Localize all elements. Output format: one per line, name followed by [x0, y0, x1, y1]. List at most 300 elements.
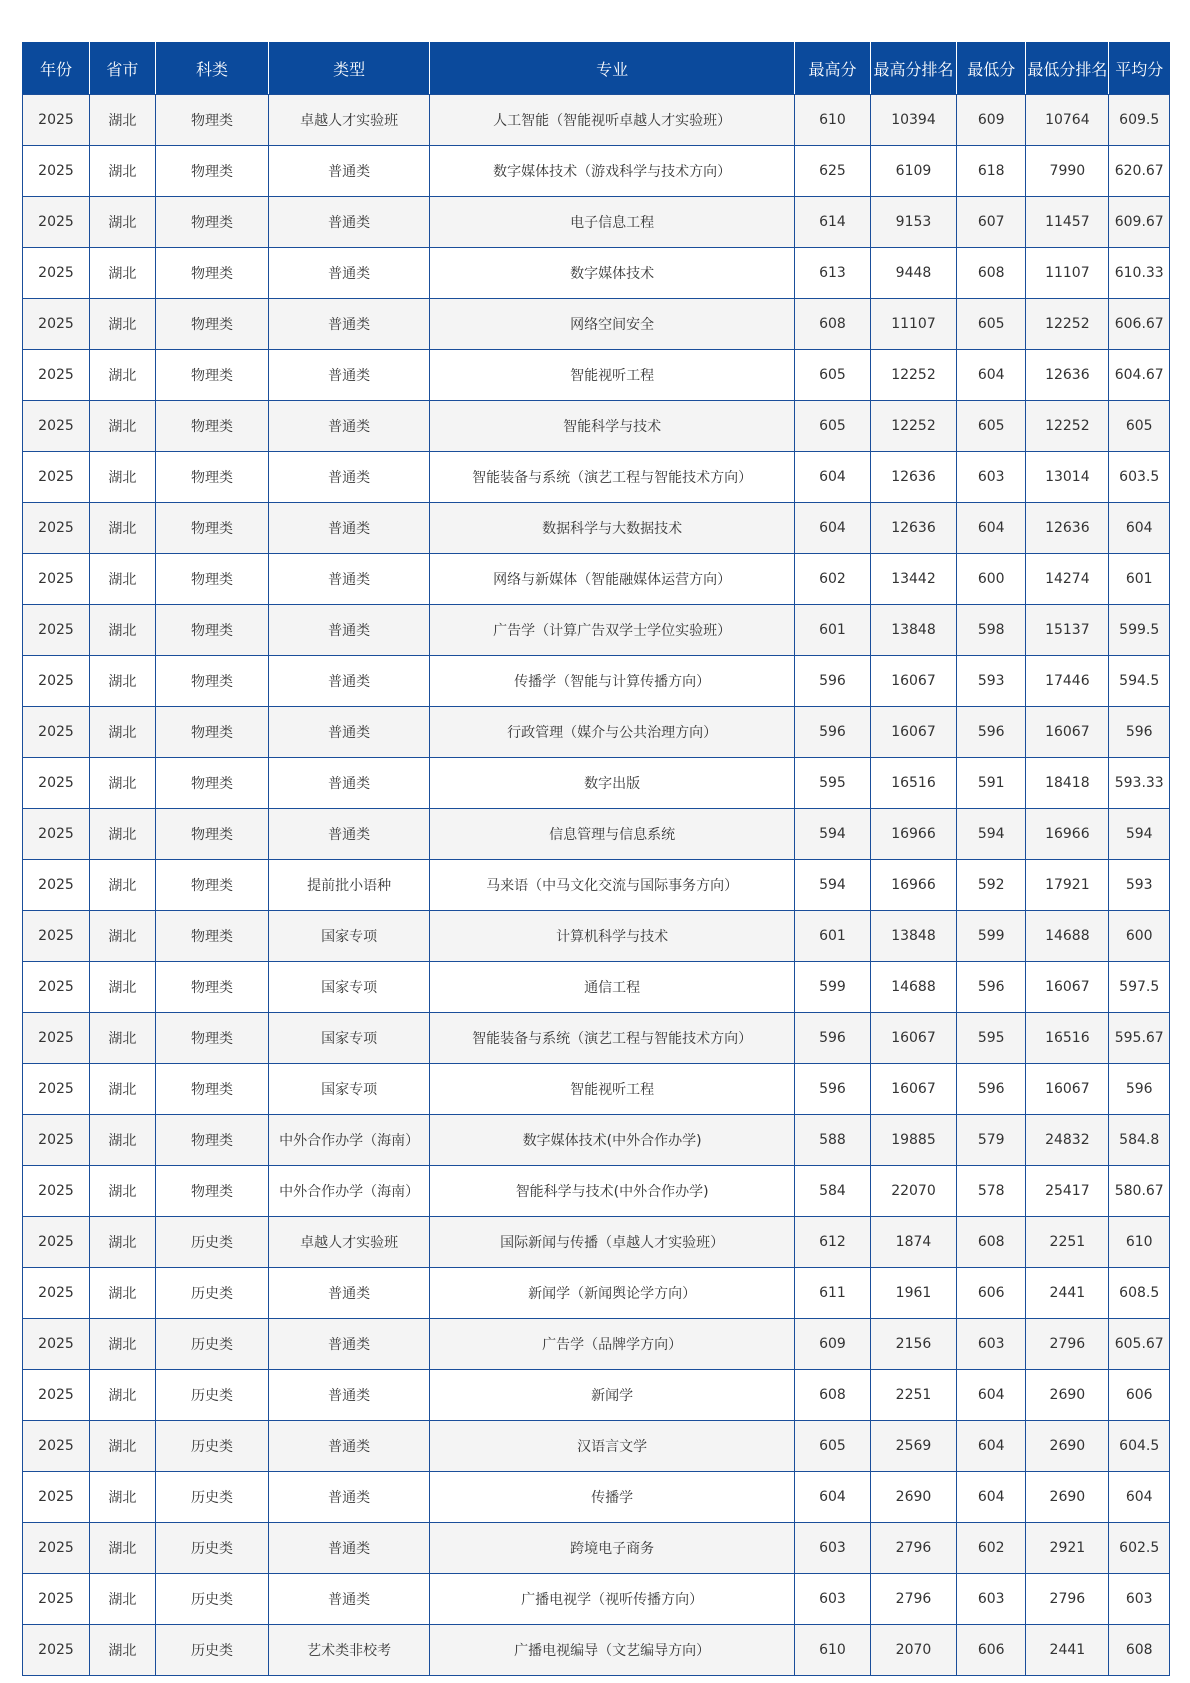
average-score-cell: 604	[1109, 503, 1170, 554]
province-cell: 湖北	[89, 146, 155, 197]
subject-category-cell: 物理类	[155, 758, 268, 809]
max-score-cell: 608	[795, 1370, 871, 1421]
year-cell: 2025	[23, 401, 90, 452]
year-cell: 2025	[23, 860, 90, 911]
major-cell: 智能装备与系统（演艺工程与智能技术方向）	[430, 1013, 795, 1064]
min-score-cell: 618	[957, 146, 1026, 197]
average-score-cell: 610.33	[1109, 248, 1170, 299]
major-cell: 传播学	[430, 1472, 795, 1523]
max-score-rank-cell: 1874	[870, 1217, 956, 1268]
major-cell: 行政管理（媒介与公共治理方向）	[430, 707, 795, 758]
table-row	[23, 1268, 1170, 1319]
year-cell: 2025	[23, 503, 90, 554]
min-score-rank-cell: 14688	[1026, 911, 1109, 962]
year-cell: 2025	[23, 554, 90, 605]
max-score-rank-cell: 9153	[870, 197, 956, 248]
admission-type-cell: 普通类	[269, 1370, 430, 1421]
max-score-rank-cell: 12252	[870, 350, 956, 401]
admission-type-cell: 中外合作办学（海南）	[269, 1115, 430, 1166]
subject-category-cell: 物理类	[155, 95, 268, 146]
max-score-cell: 594	[795, 860, 871, 911]
header-subject-category: 科类	[155, 43, 268, 95]
year-cell: 2025	[23, 707, 90, 758]
min-score-rank-cell: 16067	[1026, 707, 1109, 758]
major-cell: 新闻学	[430, 1370, 795, 1421]
min-score-cell: 593	[957, 656, 1026, 707]
admission-type-cell: 国家专项	[269, 1013, 430, 1064]
max-score-cell: 604	[795, 1472, 871, 1523]
year-cell: 2025	[23, 1166, 90, 1217]
average-score-cell: 610	[1109, 1217, 1170, 1268]
admission-scores-table	[22, 42, 1170, 1676]
province-cell: 湖北	[89, 605, 155, 656]
min-score-cell: 604	[957, 350, 1026, 401]
table-row	[23, 1523, 1170, 1574]
min-score-rank-cell: 2690	[1026, 1370, 1109, 1421]
subject-category-cell: 物理类	[155, 1115, 268, 1166]
admission-type-cell: 普通类	[269, 350, 430, 401]
year-cell: 2025	[23, 1319, 90, 1370]
subject-category-cell: 物理类	[155, 503, 268, 554]
header-year: 年份	[23, 43, 90, 95]
max-score-rank-cell: 13442	[870, 554, 956, 605]
year-cell: 2025	[23, 1013, 90, 1064]
max-score-cell: 594	[795, 809, 871, 860]
min-score-rank-cell: 11457	[1026, 197, 1109, 248]
table-row	[23, 1319, 1170, 1370]
subject-category-cell: 物理类	[155, 656, 268, 707]
province-cell: 湖北	[89, 350, 155, 401]
admission-type-cell: 普通类	[269, 1523, 430, 1574]
max-score-cell: 595	[795, 758, 871, 809]
province-cell: 湖北	[89, 860, 155, 911]
min-score-cell: 602	[957, 1523, 1026, 1574]
table-row	[23, 1370, 1170, 1421]
major-cell: 智能视听工程	[430, 350, 795, 401]
max-score-cell: 599	[795, 962, 871, 1013]
average-score-cell: 595.67	[1109, 1013, 1170, 1064]
subject-category-cell: 物理类	[155, 911, 268, 962]
table-header	[23, 43, 1170, 95]
min-score-rank-cell: 2796	[1026, 1574, 1109, 1625]
admission-type-cell: 提前批小语种	[269, 860, 430, 911]
year-cell: 2025	[23, 95, 90, 146]
table-row	[23, 1217, 1170, 1268]
major-cell: 通信工程	[430, 962, 795, 1013]
average-score-cell: 608	[1109, 1625, 1170, 1676]
subject-category-cell: 物理类	[155, 860, 268, 911]
min-score-rank-cell: 16067	[1026, 962, 1109, 1013]
major-cell: 数据科学与大数据技术	[430, 503, 795, 554]
table-row	[23, 962, 1170, 1013]
max-score-rank-cell: 2070	[870, 1625, 956, 1676]
average-score-cell: 608.5	[1109, 1268, 1170, 1319]
min-score-cell: 604	[957, 1421, 1026, 1472]
subject-category-cell: 物理类	[155, 197, 268, 248]
year-cell: 2025	[23, 350, 90, 401]
min-score-cell: 605	[957, 299, 1026, 350]
year-cell: 2025	[23, 911, 90, 962]
year-cell: 2025	[23, 758, 90, 809]
admission-type-cell: 国家专项	[269, 1064, 430, 1115]
max-score-cell: 604	[795, 452, 871, 503]
major-cell: 数字媒体技术	[430, 248, 795, 299]
table-row	[23, 299, 1170, 350]
min-score-rank-cell: 17446	[1026, 656, 1109, 707]
province-cell: 湖北	[89, 1574, 155, 1625]
min-score-cell: 606	[957, 1625, 1026, 1676]
table-row	[23, 1472, 1170, 1523]
major-cell: 汉语言文学	[430, 1421, 795, 1472]
province-cell: 湖北	[89, 1472, 155, 1523]
admission-type-cell: 普通类	[269, 809, 430, 860]
min-score-rank-cell: 14274	[1026, 554, 1109, 605]
min-score-rank-cell: 15137	[1026, 605, 1109, 656]
admission-type-cell: 普通类	[269, 146, 430, 197]
max-score-cell: 609	[795, 1319, 871, 1370]
year-cell: 2025	[23, 1574, 90, 1625]
major-cell: 广播电视编导（文艺编导方向）	[430, 1625, 795, 1676]
max-score-cell: 604	[795, 503, 871, 554]
major-cell: 智能视听工程	[430, 1064, 795, 1115]
table-row	[23, 401, 1170, 452]
max-score-cell: 613	[795, 248, 871, 299]
table-row	[23, 1421, 1170, 1472]
max-score-cell: 605	[795, 1421, 871, 1472]
table-row	[23, 605, 1170, 656]
subject-category-cell: 历史类	[155, 1370, 268, 1421]
average-score-cell: 602.5	[1109, 1523, 1170, 1574]
table-row	[23, 707, 1170, 758]
max-score-cell: 605	[795, 401, 871, 452]
major-cell: 新闻学（新闻舆论学方向）	[430, 1268, 795, 1319]
province-cell: 湖北	[89, 1166, 155, 1217]
year-cell: 2025	[23, 452, 90, 503]
province-cell: 湖北	[89, 1421, 155, 1472]
max-score-rank-cell: 12636	[870, 452, 956, 503]
year-cell: 2025	[23, 1268, 90, 1319]
table-row	[23, 860, 1170, 911]
max-score-cell: 588	[795, 1115, 871, 1166]
subject-category-cell: 历史类	[155, 1217, 268, 1268]
major-cell: 广播电视学（视听传播方向）	[430, 1574, 795, 1625]
max-score-rank-cell: 13848	[870, 605, 956, 656]
min-score-rank-cell: 12636	[1026, 503, 1109, 554]
major-cell: 网络与新媒体（智能融媒体运营方向）	[430, 554, 795, 605]
province-cell: 湖北	[89, 95, 155, 146]
major-cell: 智能装备与系统（演艺工程与智能技术方向）	[430, 452, 795, 503]
subject-category-cell: 物理类	[155, 146, 268, 197]
subject-category-cell: 物理类	[155, 605, 268, 656]
major-cell: 信息管理与信息系统	[430, 809, 795, 860]
min-score-cell: 608	[957, 1217, 1026, 1268]
max-score-rank-cell: 2796	[870, 1574, 956, 1625]
province-cell: 湖北	[89, 1268, 155, 1319]
max-score-cell: 596	[795, 707, 871, 758]
average-score-cell: 609.5	[1109, 95, 1170, 146]
min-score-rank-cell: 2690	[1026, 1421, 1109, 1472]
admission-type-cell: 国家专项	[269, 962, 430, 1013]
min-score-rank-cell: 12636	[1026, 350, 1109, 401]
table-row	[23, 1115, 1170, 1166]
average-score-cell: 606	[1109, 1370, 1170, 1421]
province-cell: 湖北	[89, 1370, 155, 1421]
max-score-cell: 610	[795, 95, 871, 146]
year-cell: 2025	[23, 605, 90, 656]
province-cell: 湖北	[89, 809, 155, 860]
province-cell: 湖北	[89, 1013, 155, 1064]
year-cell: 2025	[23, 809, 90, 860]
max-score-cell: 601	[795, 911, 871, 962]
subject-category-cell: 物理类	[155, 1166, 268, 1217]
table-row	[23, 1574, 1170, 1625]
admission-type-cell: 普通类	[269, 197, 430, 248]
min-score-rank-cell: 16966	[1026, 809, 1109, 860]
subject-category-cell: 历史类	[155, 1625, 268, 1676]
admission-type-cell: 普通类	[269, 1472, 430, 1523]
max-score-cell: 625	[795, 146, 871, 197]
year-cell: 2025	[23, 1064, 90, 1115]
province-cell: 湖北	[89, 758, 155, 809]
max-score-rank-cell: 19885	[870, 1115, 956, 1166]
major-cell: 电子信息工程	[430, 197, 795, 248]
average-score-cell: 604.67	[1109, 350, 1170, 401]
table-row	[23, 452, 1170, 503]
year-cell: 2025	[23, 1217, 90, 1268]
max-score-cell: 610	[795, 1625, 871, 1676]
header-major: 专业	[430, 43, 795, 95]
major-cell: 网络空间安全	[430, 299, 795, 350]
average-score-cell: 603	[1109, 1574, 1170, 1625]
max-score-rank-cell: 22070	[870, 1166, 956, 1217]
year-cell: 2025	[23, 197, 90, 248]
major-cell: 数字媒体技术(中外合作办学)	[430, 1115, 795, 1166]
admission-type-cell: 国家专项	[269, 911, 430, 962]
table-row	[23, 1013, 1170, 1064]
subject-category-cell: 物理类	[155, 1013, 268, 1064]
min-score-cell: 578	[957, 1166, 1026, 1217]
table-row	[23, 1064, 1170, 1115]
major-cell: 跨境电子商务	[430, 1523, 795, 1574]
min-score-rank-cell: 7990	[1026, 146, 1109, 197]
year-cell: 2025	[23, 248, 90, 299]
min-score-cell: 603	[957, 452, 1026, 503]
average-score-cell: 601	[1109, 554, 1170, 605]
table-row	[23, 95, 1170, 146]
max-score-cell: 601	[795, 605, 871, 656]
max-score-rank-cell: 2796	[870, 1523, 956, 1574]
min-score-cell: 604	[957, 1370, 1026, 1421]
min-score-cell: 592	[957, 860, 1026, 911]
min-score-rank-cell: 2921	[1026, 1523, 1109, 1574]
max-score-rank-cell: 16067	[870, 656, 956, 707]
table-row	[23, 197, 1170, 248]
year-cell: 2025	[23, 656, 90, 707]
admission-type-cell: 普通类	[269, 503, 430, 554]
min-score-rank-cell: 2251	[1026, 1217, 1109, 1268]
min-score-cell: 596	[957, 1064, 1026, 1115]
year-cell: 2025	[23, 299, 90, 350]
year-cell: 2025	[23, 1370, 90, 1421]
max-score-cell: 584	[795, 1166, 871, 1217]
average-score-cell: 596	[1109, 1064, 1170, 1115]
province-cell: 湖北	[89, 503, 155, 554]
subject-category-cell: 物理类	[155, 962, 268, 1013]
subject-category-cell: 历史类	[155, 1421, 268, 1472]
max-score-cell: 608	[795, 299, 871, 350]
min-score-cell: 603	[957, 1574, 1026, 1625]
subject-category-cell: 物理类	[155, 401, 268, 452]
subject-category-cell: 历史类	[155, 1574, 268, 1625]
header-row	[23, 43, 1170, 95]
max-score-rank-cell: 16067	[870, 707, 956, 758]
subject-category-cell: 物理类	[155, 248, 268, 299]
major-cell: 智能科学与技术	[430, 401, 795, 452]
max-score-cell: 605	[795, 350, 871, 401]
subject-category-cell: 物理类	[155, 707, 268, 758]
min-score-cell: 608	[957, 248, 1026, 299]
min-score-rank-cell: 2796	[1026, 1319, 1109, 1370]
major-cell: 传播学（智能与计算传播方向）	[430, 656, 795, 707]
year-cell: 2025	[23, 1472, 90, 1523]
max-score-rank-cell: 1961	[870, 1268, 956, 1319]
admission-type-cell: 普通类	[269, 248, 430, 299]
major-cell: 数字媒体技术（游戏科学与技术方向）	[430, 146, 795, 197]
major-cell: 人工智能（智能视听卓越人才实验班）	[430, 95, 795, 146]
average-score-cell: 600	[1109, 911, 1170, 962]
min-score-cell: 607	[957, 197, 1026, 248]
province-cell: 湖北	[89, 401, 155, 452]
year-cell: 2025	[23, 146, 90, 197]
header-admission-type: 类型	[269, 43, 430, 95]
max-score-rank-cell: 2251	[870, 1370, 956, 1421]
admission-type-cell: 普通类	[269, 707, 430, 758]
province-cell: 湖北	[89, 299, 155, 350]
subject-category-cell: 历史类	[155, 1319, 268, 1370]
min-score-cell: 605	[957, 401, 1026, 452]
admission-type-cell: 普通类	[269, 1421, 430, 1472]
year-cell: 2025	[23, 1625, 90, 1676]
average-score-cell: 593	[1109, 860, 1170, 911]
table-row	[23, 758, 1170, 809]
max-score-cell: 611	[795, 1268, 871, 1319]
max-score-cell: 596	[795, 1064, 871, 1115]
header-min-score-rank: 最低分排名	[1026, 43, 1109, 95]
average-score-cell: 594.5	[1109, 656, 1170, 707]
average-score-cell: 605	[1109, 401, 1170, 452]
average-score-cell: 606.67	[1109, 299, 1170, 350]
min-score-rank-cell: 16516	[1026, 1013, 1109, 1064]
admission-type-cell: 普通类	[269, 401, 430, 452]
min-score-cell: 600	[957, 554, 1026, 605]
province-cell: 湖北	[89, 1319, 155, 1370]
min-score-rank-cell: 11107	[1026, 248, 1109, 299]
header-max-score-rank: 最高分排名	[870, 43, 956, 95]
min-score-rank-cell: 24832	[1026, 1115, 1109, 1166]
province-cell: 湖北	[89, 452, 155, 503]
max-score-rank-cell: 16067	[870, 1013, 956, 1064]
subject-category-cell: 物理类	[155, 452, 268, 503]
min-score-cell: 596	[957, 962, 1026, 1013]
subject-category-cell: 物理类	[155, 809, 268, 860]
max-score-cell: 603	[795, 1523, 871, 1574]
max-score-rank-cell: 14688	[870, 962, 956, 1013]
min-score-rank-cell: 16067	[1026, 1064, 1109, 1115]
min-score-cell: 595	[957, 1013, 1026, 1064]
subject-category-cell: 物理类	[155, 1064, 268, 1115]
min-score-rank-cell: 2441	[1026, 1625, 1109, 1676]
min-score-cell: 603	[957, 1319, 1026, 1370]
max-score-rank-cell: 2569	[870, 1421, 956, 1472]
min-score-rank-cell: 2441	[1026, 1268, 1109, 1319]
major-cell: 数字出版	[430, 758, 795, 809]
major-cell: 广告学（品牌学方向）	[430, 1319, 795, 1370]
major-cell: 智能科学与技术(中外合作办学)	[430, 1166, 795, 1217]
admission-type-cell: 普通类	[269, 452, 430, 503]
province-cell: 湖北	[89, 1115, 155, 1166]
max-score-rank-cell: 16966	[870, 809, 956, 860]
max-score-cell: 596	[795, 656, 871, 707]
province-cell: 湖北	[89, 1064, 155, 1115]
average-score-cell: 620.67	[1109, 146, 1170, 197]
major-cell: 广告学（计算广告双学士学位实验班）	[430, 605, 795, 656]
average-score-cell: 584.8	[1109, 1115, 1170, 1166]
min-score-cell: 596	[957, 707, 1026, 758]
average-score-cell: 599.5	[1109, 605, 1170, 656]
admission-type-cell: 普通类	[269, 656, 430, 707]
min-score-rank-cell: 25417	[1026, 1166, 1109, 1217]
admission-scores-table-container	[22, 42, 1170, 1676]
subject-category-cell: 物理类	[155, 350, 268, 401]
max-score-cell: 614	[795, 197, 871, 248]
province-cell: 湖北	[89, 1217, 155, 1268]
min-score-cell: 604	[957, 1472, 1026, 1523]
max-score-rank-cell: 16516	[870, 758, 956, 809]
admission-type-cell: 卓越人才实验班	[269, 95, 430, 146]
average-score-cell: 603.5	[1109, 452, 1170, 503]
admission-type-cell: 中外合作办学（海南）	[269, 1166, 430, 1217]
year-cell: 2025	[23, 1115, 90, 1166]
subject-category-cell: 历史类	[155, 1268, 268, 1319]
table-row	[23, 146, 1170, 197]
average-score-cell: 594	[1109, 809, 1170, 860]
min-score-rank-cell: 13014	[1026, 452, 1109, 503]
min-score-rank-cell: 12252	[1026, 299, 1109, 350]
max-score-rank-cell: 2156	[870, 1319, 956, 1370]
table-row	[23, 350, 1170, 401]
max-score-rank-cell: 10394	[870, 95, 956, 146]
max-score-rank-cell: 16067	[870, 1064, 956, 1115]
admission-type-cell: 卓越人才实验班	[269, 1217, 430, 1268]
min-score-rank-cell: 12252	[1026, 401, 1109, 452]
min-score-rank-cell: 2690	[1026, 1472, 1109, 1523]
table-row	[23, 1166, 1170, 1217]
table-row	[23, 248, 1170, 299]
subject-category-cell: 历史类	[155, 1472, 268, 1523]
subject-category-cell: 物理类	[155, 554, 268, 605]
major-cell: 计算机科学与技术	[430, 911, 795, 962]
subject-category-cell: 历史类	[155, 1523, 268, 1574]
year-cell: 2025	[23, 962, 90, 1013]
header-province: 省市	[89, 43, 155, 95]
max-score-cell: 596	[795, 1013, 871, 1064]
average-score-cell: 604.5	[1109, 1421, 1170, 1472]
table-row	[23, 656, 1170, 707]
max-score-rank-cell: 9448	[870, 248, 956, 299]
header-min-score: 最低分	[957, 43, 1026, 95]
min-score-rank-cell: 18418	[1026, 758, 1109, 809]
major-cell: 马来语（中马文化交流与国际事务方向）	[430, 860, 795, 911]
